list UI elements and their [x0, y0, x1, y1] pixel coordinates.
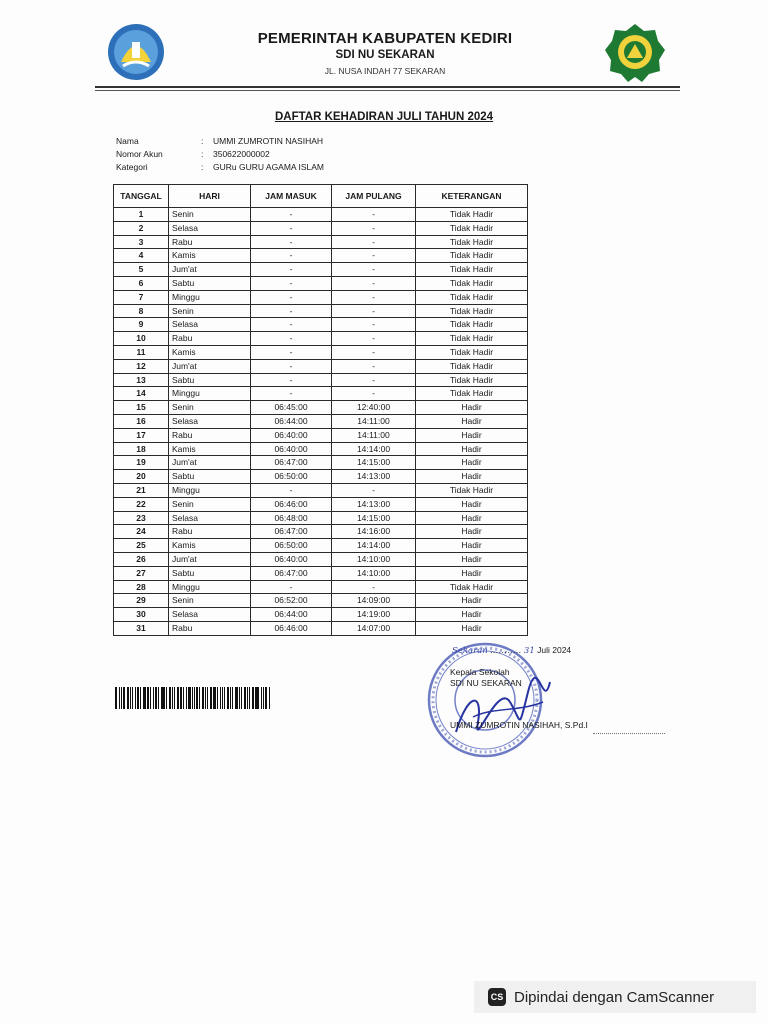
- cell-time-out: -: [332, 345, 416, 359]
- cell-day: Jum'at: [169, 263, 251, 277]
- cell-time-out: -: [332, 373, 416, 387]
- table-row: [114, 414, 528, 428]
- cell-date: 7: [114, 290, 169, 304]
- cell-day: Selasa: [169, 511, 251, 525]
- signer-name: UMMI ZUMROTIN NASIHAH, S.Pd.I: [450, 720, 588, 730]
- cell-time-in: -: [251, 208, 332, 222]
- barcode-bar: [161, 687, 162, 709]
- barcode-bar: [174, 687, 175, 709]
- cell-date: 11: [114, 345, 169, 359]
- cell-date: 1: [114, 208, 169, 222]
- cell-time-out: -: [332, 249, 416, 263]
- cell-date: 28: [114, 580, 169, 594]
- sign-role-line1: Kepala Sekolah: [450, 667, 510, 677]
- info-row-account: [116, 148, 324, 161]
- barcode-bar: [119, 687, 120, 709]
- cell-date: 4: [114, 249, 169, 263]
- cell-day: Rabu: [169, 428, 251, 442]
- cell-day: Minggu: [169, 387, 251, 401]
- barcode-bar: [150, 687, 151, 709]
- cell-remarks: Hadir: [416, 621, 528, 635]
- barcode-bar: [137, 687, 139, 709]
- cell-remarks: Hadir: [416, 470, 528, 484]
- table-row: [114, 525, 528, 539]
- barcode-bar: [192, 687, 193, 709]
- cell-day: Selasa: [169, 608, 251, 622]
- table-row: [114, 401, 528, 415]
- barcode-bar: [213, 687, 216, 709]
- cell-time-in: -: [251, 235, 332, 249]
- cell-remarks: Hadir: [416, 525, 528, 539]
- cell-time-out: 14:14:00: [332, 539, 416, 553]
- table-row: [114, 456, 528, 470]
- cell-day: Selasa: [169, 221, 251, 235]
- cell-remarks: Tidak Hadir: [416, 387, 528, 401]
- cell-date: 23: [114, 511, 169, 525]
- table-row: [114, 497, 528, 511]
- tut-wuri-handayani-logo: [103, 22, 169, 82]
- cell-time-out: -: [332, 221, 416, 235]
- cell-day: Kamis: [169, 345, 251, 359]
- table-row: [114, 608, 528, 622]
- cell-time-in: -: [251, 332, 332, 346]
- cell-time-in: 06:40:00: [251, 442, 332, 456]
- barcode-bar: [155, 687, 157, 709]
- cell-remarks: Tidak Hadir: [416, 332, 528, 346]
- cell-day: Minggu: [169, 290, 251, 304]
- table-row: [114, 263, 528, 277]
- sign-role-line2: SDI NU SEKARAN: [450, 678, 522, 688]
- cell-date: 5: [114, 263, 169, 277]
- barcode-bar: [127, 687, 130, 709]
- sign-place: Sekaran: [452, 646, 488, 656]
- cell-remarks: Tidak Hadir: [416, 304, 528, 318]
- barcode-bar: [130, 687, 131, 709]
- cell-day: Jum'at: [169, 456, 251, 470]
- cell-remarks: Tidak Hadir: [416, 235, 528, 249]
- barcode-bar: [247, 687, 248, 709]
- barcode: [115, 687, 271, 709]
- cell-day: Rabu: [169, 332, 251, 346]
- table-row: [114, 428, 528, 442]
- cell-remarks: Tidak Hadir: [416, 263, 528, 277]
- cell-remarks: Tidak Hadir: [416, 318, 528, 332]
- cell-time-out: -: [332, 304, 416, 318]
- table-row: [114, 594, 528, 608]
- cell-time-in: 06:46:00: [251, 497, 332, 511]
- table-row: [114, 483, 528, 497]
- cell-day: Sabtu: [169, 470, 251, 484]
- info-separator: :: [201, 136, 204, 146]
- cell-time-out: -: [332, 290, 416, 304]
- column-header-time-out: JAM PULANG: [332, 185, 416, 208]
- sign-day: 31: [523, 646, 535, 656]
- cell-time-in: -: [251, 373, 332, 387]
- barcode-bar: [199, 687, 200, 709]
- table-row: [114, 566, 528, 580]
- cell-day: Jum'at: [169, 359, 251, 373]
- cell-remarks: Hadir: [416, 442, 528, 456]
- sign-month-year: Juli 2024: [537, 645, 572, 655]
- cell-time-in: 06:48:00: [251, 511, 332, 525]
- barcode-bar: [123, 687, 125, 709]
- cell-day: Selasa: [169, 414, 251, 428]
- cell-time-out: -: [332, 580, 416, 594]
- cell-time-in: 06:47:00: [251, 456, 332, 470]
- barcode-bar: [224, 687, 226, 709]
- cell-date: 30: [114, 608, 169, 622]
- cell-remarks: Hadir: [416, 594, 528, 608]
- cell-date: 9: [114, 318, 169, 332]
- barcode-bar: [244, 687, 246, 709]
- letterhead-text: [200, 30, 570, 76]
- cell-time-out: 14:11:00: [332, 428, 416, 442]
- cell-time-in: -: [251, 304, 332, 318]
- cell-remarks: Tidak Hadir: [416, 373, 528, 387]
- barcode-bar: [210, 687, 212, 709]
- cell-time-in: 06:52:00: [251, 594, 332, 608]
- cell-date: 21: [114, 483, 169, 497]
- document-title: [0, 107, 768, 125]
- cell-date: 10: [114, 332, 169, 346]
- info-label: Kategori: [116, 162, 148, 172]
- cell-date: 24: [114, 525, 169, 539]
- header-rule-thin: [95, 90, 680, 91]
- sign-dots: ...........: [490, 645, 522, 655]
- cell-date: 3: [114, 235, 169, 249]
- cell-time-out: 14:11:00: [332, 414, 416, 428]
- sign-role: [450, 667, 522, 689]
- attendance-table: [113, 184, 528, 636]
- cell-day: Minggu: [169, 580, 251, 594]
- cell-time-in: -: [251, 345, 332, 359]
- cell-time-in: 06:45:00: [251, 401, 332, 415]
- header-rule-thick: [95, 86, 680, 88]
- cell-time-in: 06:47:00: [251, 525, 332, 539]
- cell-day: Senin: [169, 594, 251, 608]
- cell-time-in: 06:40:00: [251, 552, 332, 566]
- cell-remarks: Hadir: [416, 566, 528, 580]
- barcode-bar: [180, 687, 182, 709]
- barcode-bar: [261, 687, 262, 709]
- barcode-bar: [249, 687, 250, 709]
- cell-day: Rabu: [169, 525, 251, 539]
- cell-time-out: 14:15:00: [332, 456, 416, 470]
- cell-date: 26: [114, 552, 169, 566]
- column-header-remarks: KETERANGAN: [416, 185, 528, 208]
- table-row: [114, 221, 528, 235]
- info-row-category: [116, 161, 324, 174]
- letterhead: [0, 0, 768, 92]
- government-name: PEMERINTAH KABUPATEN KEDIRI: [257, 30, 513, 47]
- barcode-bar: [153, 687, 154, 709]
- barcode-bar: [269, 687, 270, 709]
- cell-time-out: -: [332, 263, 416, 277]
- table-row: [114, 552, 528, 566]
- cell-time-in: 06:40:00: [251, 428, 332, 442]
- cell-time-out: 14:10:00: [332, 552, 416, 566]
- attendance-table-body: [114, 208, 528, 636]
- cell-time-in: -: [251, 387, 332, 401]
- cell-date: 25: [114, 539, 169, 553]
- table-row: [114, 345, 528, 359]
- barcode-bar: [177, 687, 179, 709]
- cell-time-in: 06:44:00: [251, 414, 332, 428]
- barcode-bar: [186, 687, 187, 709]
- document-title-text: DAFTAR KEHADIRAN JULI TAHUN 2024: [274, 111, 494, 123]
- barcode-bar: [158, 687, 159, 709]
- cell-day: Minggu: [169, 483, 251, 497]
- cell-remarks: Tidak Hadir: [416, 483, 528, 497]
- barcode-bar: [241, 687, 242, 709]
- table-row: [114, 621, 528, 635]
- barcode-bar: [183, 687, 184, 709]
- cell-day: Rabu: [169, 621, 251, 635]
- sign-place-date: [452, 645, 571, 656]
- barcode-bar: [143, 687, 146, 709]
- cell-date: 18: [114, 442, 169, 456]
- cell-remarks: Hadir: [416, 511, 528, 525]
- cell-time-in: 06:50:00: [251, 470, 332, 484]
- column-header-day: HARI: [169, 185, 251, 208]
- barcode-bar: [140, 687, 141, 709]
- cell-date: 15: [114, 401, 169, 415]
- kemenag-logo: [603, 22, 667, 82]
- barcode-bar: [169, 687, 171, 709]
- table-row: [114, 235, 528, 249]
- cell-remarks: Tidak Hadir: [416, 359, 528, 373]
- cell-date: 27: [114, 566, 169, 580]
- cell-date: 29: [114, 594, 169, 608]
- cell-day: Kamis: [169, 539, 251, 553]
- cell-time-out: -: [332, 332, 416, 346]
- table-row: [114, 318, 528, 332]
- table-row: [114, 304, 528, 318]
- cell-time-in: -: [251, 483, 332, 497]
- cell-date: 22: [114, 497, 169, 511]
- cell-remarks: Hadir: [416, 552, 528, 566]
- cell-day: Jum'at: [169, 552, 251, 566]
- school-name: SDI NU SEKARAN: [335, 49, 435, 61]
- cell-time-out: 14:19:00: [332, 608, 416, 622]
- table-row: [114, 276, 528, 290]
- barcode-bar: [239, 687, 240, 709]
- cell-remarks: Tidak Hadir: [416, 580, 528, 594]
- cell-time-in: -: [251, 359, 332, 373]
- column-header-time-in: JAM MASUK: [251, 185, 332, 208]
- cell-remarks: Hadir: [416, 428, 528, 442]
- cell-remarks: Hadir: [416, 497, 528, 511]
- school-address: JL. NUSA INDAH 77 SEKARAN: [324, 65, 446, 76]
- barcode-bar: [205, 687, 206, 709]
- cell-time-out: -: [332, 387, 416, 401]
- cell-date: 8: [114, 304, 169, 318]
- barcode-bar: [230, 687, 231, 709]
- cell-day: Sabtu: [169, 276, 251, 290]
- cell-time-out: 12:40:00: [332, 401, 416, 415]
- cell-time-out: 14:07:00: [332, 621, 416, 635]
- info-value: 350622000002: [213, 149, 270, 159]
- cell-date: 2: [114, 221, 169, 235]
- table-row: [114, 511, 528, 525]
- cell-day: Senin: [169, 304, 251, 318]
- table-row: [114, 470, 528, 484]
- cell-time-out: 14:16:00: [332, 525, 416, 539]
- cell-time-out: 14:15:00: [332, 511, 416, 525]
- table-row: [114, 332, 528, 346]
- cell-time-in: -: [251, 290, 332, 304]
- barcode-bar: [227, 687, 229, 709]
- cell-remarks: Tidak Hadir: [416, 249, 528, 263]
- barcode-bar: [135, 687, 136, 709]
- barcode-bar: [115, 687, 117, 709]
- barcode-bar: [235, 687, 238, 709]
- cell-remarks: Hadir: [416, 401, 528, 415]
- cell-day: Sabtu: [169, 566, 251, 580]
- cell-date: 17: [114, 428, 169, 442]
- info-value: UMMI ZUMROTIN NASIHAH: [213, 136, 324, 146]
- cell-day: Senin: [169, 401, 251, 415]
- cell-time-in: 06:47:00: [251, 566, 332, 580]
- cell-day: Sabtu: [169, 373, 251, 387]
- barcode-bar: [132, 687, 133, 709]
- cell-date: 12: [114, 359, 169, 373]
- table-row: [114, 373, 528, 387]
- cell-time-in: -: [251, 221, 332, 235]
- barcode-bar: [147, 687, 149, 709]
- camscanner-badge: [474, 981, 756, 1013]
- column-header-date: TANGGAL: [114, 185, 169, 208]
- cell-day: Rabu: [169, 235, 251, 249]
- barcode-bar: [172, 687, 173, 709]
- cell-day: Senin: [169, 497, 251, 511]
- barcode-bar: [263, 687, 264, 709]
- cell-remarks: Hadir: [416, 456, 528, 470]
- signature-block: [420, 640, 680, 770]
- cell-time-in: -: [251, 580, 332, 594]
- cell-time-in: -: [251, 318, 332, 332]
- cell-date: 13: [114, 373, 169, 387]
- cell-remarks: Tidak Hadir: [416, 221, 528, 235]
- table-header-row: [114, 185, 528, 208]
- cell-time-in: -: [251, 263, 332, 277]
- barcode-bar: [220, 687, 221, 709]
- info-separator: :: [201, 149, 204, 159]
- cell-remarks: Hadir: [416, 539, 528, 553]
- cell-date: 31: [114, 621, 169, 635]
- info-label: Nama: [116, 136, 139, 146]
- cell-time-out: 14:13:00: [332, 497, 416, 511]
- table-row: [114, 442, 528, 456]
- barcode-bar: [232, 687, 233, 709]
- table-row: [114, 249, 528, 263]
- barcode-bar: [121, 687, 122, 709]
- barcode-bar: [255, 687, 256, 709]
- cell-date: 19: [114, 456, 169, 470]
- table-row: [114, 539, 528, 553]
- info-row-name: [116, 135, 324, 148]
- info-label: Nomor Akun: [116, 149, 163, 159]
- cell-time-out: -: [332, 318, 416, 332]
- info-separator: :: [201, 162, 204, 172]
- table-row: [114, 208, 528, 222]
- cell-day: Senin: [169, 208, 251, 222]
- cell-date: 14: [114, 387, 169, 401]
- cell-time-out: -: [332, 235, 416, 249]
- camscanner-icon: CS: [488, 988, 506, 1006]
- table-row: [114, 387, 528, 401]
- barcode-bar: [222, 687, 223, 709]
- barcode-bar: [252, 687, 254, 709]
- cell-day: Kamis: [169, 249, 251, 263]
- employee-info: [116, 135, 324, 174]
- cell-day: Kamis: [169, 442, 251, 456]
- table-row: [114, 359, 528, 373]
- signature-line: [593, 733, 665, 734]
- barcode-bar: [217, 687, 218, 709]
- cell-remarks: Tidak Hadir: [416, 290, 528, 304]
- cell-date: 6: [114, 276, 169, 290]
- table-row: [114, 290, 528, 304]
- cell-time-in: -: [251, 276, 332, 290]
- barcode-bar: [207, 687, 208, 709]
- cell-remarks: Hadir: [416, 414, 528, 428]
- cell-time-out: 14:13:00: [332, 470, 416, 484]
- barcode-bar: [188, 687, 191, 709]
- cell-time-in: 06:44:00: [251, 608, 332, 622]
- barcode-bar: [196, 687, 198, 709]
- cell-day: Selasa: [169, 318, 251, 332]
- cell-time-out: 14:09:00: [332, 594, 416, 608]
- cell-date: 16: [114, 414, 169, 428]
- cell-remarks: Tidak Hadir: [416, 276, 528, 290]
- barcode-bar: [202, 687, 204, 709]
- cell-time-out: 14:10:00: [332, 566, 416, 580]
- cell-time-out: 14:14:00: [332, 442, 416, 456]
- cell-time-out: -: [332, 276, 416, 290]
- cell-time-in: 06:50:00: [251, 539, 332, 553]
- cell-remarks: Hadir: [416, 608, 528, 622]
- cell-remarks: Tidak Hadir: [416, 345, 528, 359]
- barcode-bar: [265, 687, 267, 709]
- camscanner-text: Dipindai dengan CamScanner: [514, 988, 715, 1006]
- barcode-bar: [162, 687, 165, 709]
- cell-time-out: -: [332, 359, 416, 373]
- cell-time-in: -: [251, 249, 332, 263]
- barcode-bar: [166, 687, 167, 709]
- cell-time-in: 06:46:00: [251, 621, 332, 635]
- cell-time-out: -: [332, 208, 416, 222]
- cell-date: 20: [114, 470, 169, 484]
- cell-remarks: Tidak Hadir: [416, 208, 528, 222]
- cell-time-out: -: [332, 483, 416, 497]
- barcode-bar: [194, 687, 195, 709]
- info-value: GURu GURU AGAMA ISLAM: [213, 162, 324, 172]
- barcode-bar: [256, 687, 259, 709]
- table-row: [114, 580, 528, 594]
